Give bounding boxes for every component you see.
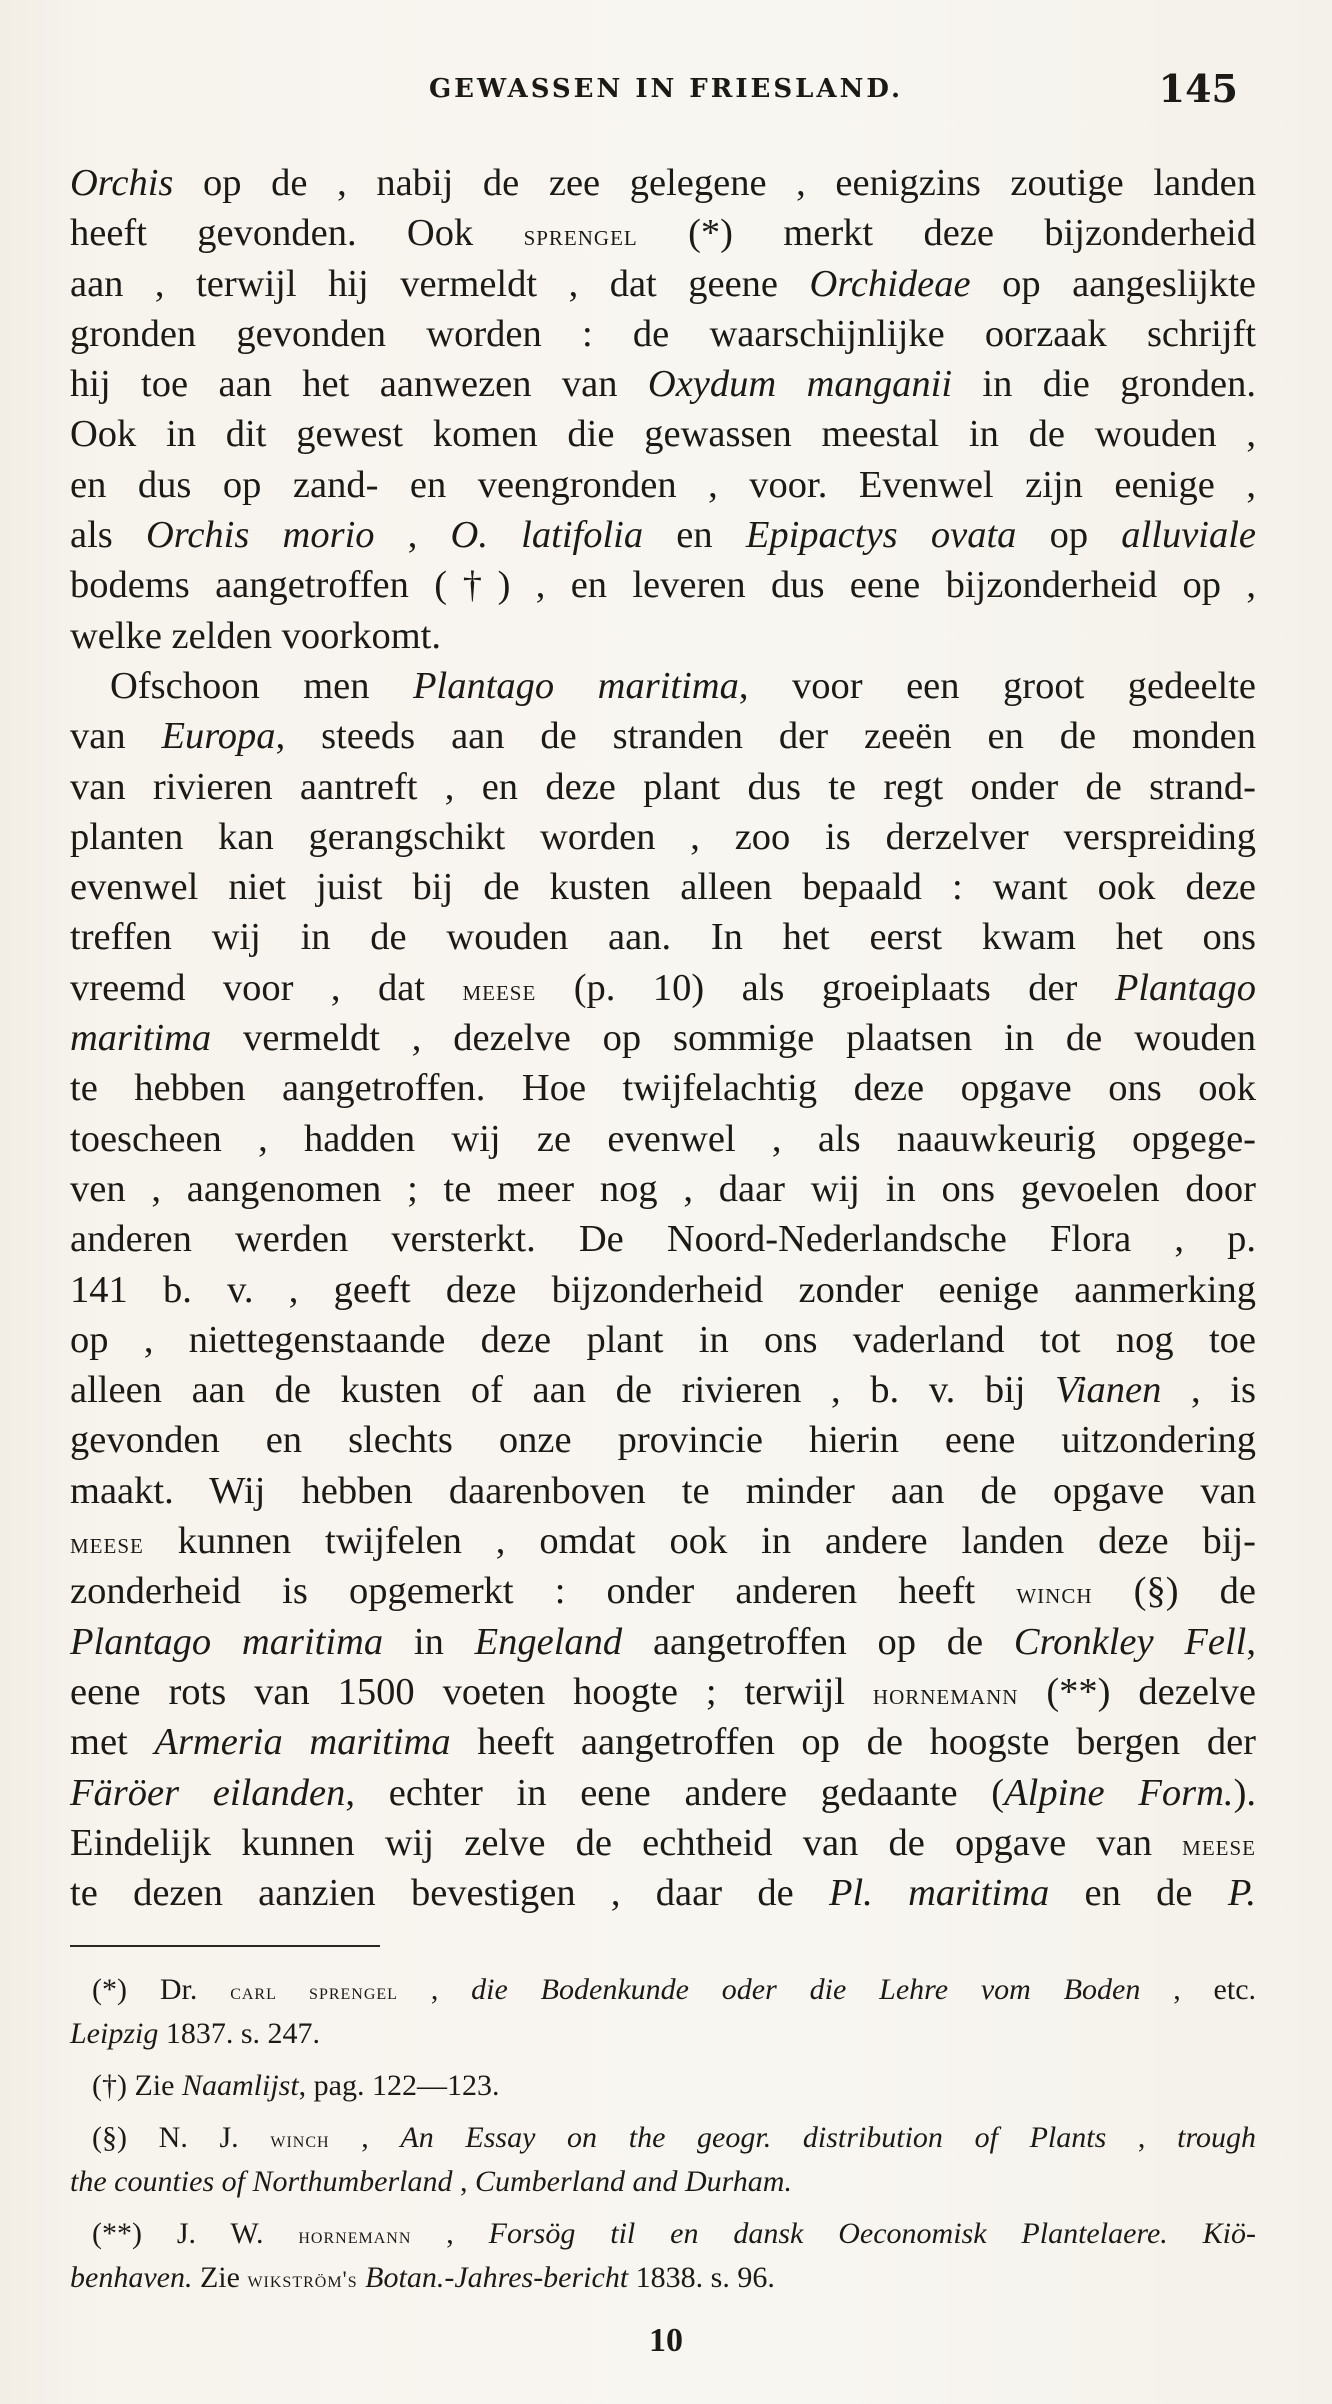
footnote-line: (†) Zie Naamlijst, pag. 122—123. [92,2069,500,2102]
text-line: bodems aangetroffen (†) , en leveren dus eene bijzonderheid op , [70,564,1256,607]
text-line: als Orchis morio , O. latifolia en Epipactys ovata op alluviale [70,514,1257,557]
footnotes [70,1968,1256,2300]
footnote-line: (§) N. J. winch , An Essay on the geogr. distribution of Plants , trough [92,2121,1257,2154]
text-line: treffen wij in de wouden aan. In het eerst kwam het ons [70,916,1256,959]
paragraph-start-line: Ofschoon men Plantago maritima, voor een groot gedeelte [110,664,1257,707]
text-line: van Europa, steeds aan de stranden der zeeën en de monden [70,715,1256,758]
text-line: planten kan gerangschikt worden , zoo is derzelver verspreiding [70,815,1256,858]
text-line: eene rots van 1500 voeten hoogte ; terwijl hornemann (**) dezelve [70,1670,1256,1713]
text-line: gevonden en slechts onze provincie hierin eene uitzondering [70,1419,1256,1462]
text-line: en dus op zand- en veengronden , voor. Evenwel zijn eenige , [70,463,1256,506]
text-line: evenwel niet juist bij de kusten alleen bepaald : want ook deze [70,866,1256,909]
text-line: op , niettegenstaande deze plant in ons vaderland tot nog toe [70,1318,1256,1361]
footnote-rule [70,1945,380,1947]
footnote-line: benhaven. Zie wikström's Botan.-Jahres-bericht 1838. s. 96. [70,2261,775,2294]
text-line: alleen aan de kusten of aan de rivieren , b. v. bij Vianen , is [70,1369,1256,1412]
text-line: hij toe aan het aanwezen van Oxydum manganii in die gronden. [70,363,1257,406]
text-line: Ook in dit gewest komen die gewassen meestal in de wouden , [70,413,1256,456]
page-number: 145 [1158,66,1238,111]
text-line: toescheen , hadden wij ze evenwel , als naauwkeurig opgege- [70,1117,1256,1160]
text-line: Eindelijk kunnen wij zelve de echtheid van de opgave van meese [70,1821,1256,1864]
text-line: heeft gevonden. Ook sprengel (*) merkt deze bijzonderheid [70,212,1256,255]
text-line: meese kunnen twijfelen , omdat ook in andere landen deze bij- [70,1520,1256,1563]
text-line: vreemd voor , dat meese (p. 10) als groeiplaats der Plantago [70,966,1256,1009]
text-line: van rivieren aantreft , en deze plant dus te regt onder de strand- [70,765,1256,808]
text-line: te hebben aangetroffen. Hoe twijfelachtig deze opgave ons ook [70,1067,1256,1110]
text-line: welke zelden voorkomt. [70,614,441,657]
text-line: 141 b. v. , geeft deze bijzonderheid zonder eenige aanmerking [70,1268,1256,1311]
text-line: anderen werden versterkt. De Noord-Nederlandsche Flora , p. [70,1218,1256,1261]
text-line: maritima vermeldt , dezelve op sommige plaatsen in de wouden [70,1017,1256,1060]
text-line: gronden gevonden worden : de waarschijnlijke oorzaak schrijft [70,312,1256,355]
footnote-line: the counties of Northumberland , Cumberland and Durham. [70,2165,792,2198]
text-line: maakt. Wij hebben daarenboven te minder aan de opgave van [70,1469,1256,1512]
text-line: met Armeria maritima heeft aangetroffen op de hoogste bergen der [70,1721,1256,1764]
text-line: zonderheid is opgemerkt : onder anderen heeft winch (§) de [70,1570,1256,1613]
body-text [70,158,1256,1918]
footnote-line: (*) Dr. carl sprengel , die Bodenkunde oder die Lehre vom Boden , etc. [92,1973,1257,2006]
text-line: te dezen aanzien bevestigen , daar de Pl. maritima en de P. [70,1872,1256,1915]
page-header [70,66,1262,116]
footnote-line: (**) J. W. hornemann , Forsög til en dansk Oeconomisk Plantelaere. Kiö- [92,2217,1256,2250]
text-line: aan , terwijl hij vermeldt , dat geene Orchideae op aangeslijkte [70,262,1256,305]
footnote-line: Leipzig 1837. s. 247. [70,2017,321,2050]
text-line: Färöer eilanden, echter in eene andere gedaante (Alpine Form.). [70,1771,1257,1814]
text-line: ven , aangenomen ; te meer nog , daar wij in ons gevoelen door [70,1167,1256,1210]
running-title: GEWASSEN IN FRIESLAND. [428,74,904,104]
text-line: Orchis op de , nabij de zee gelegene , eenigzins zoutige landen [70,162,1256,204]
signature-mark: 10 [649,2322,683,2359]
text-line: Plantago maritima in Engeland aangetroffen op de Cronkley Fell, [70,1620,1256,1663]
